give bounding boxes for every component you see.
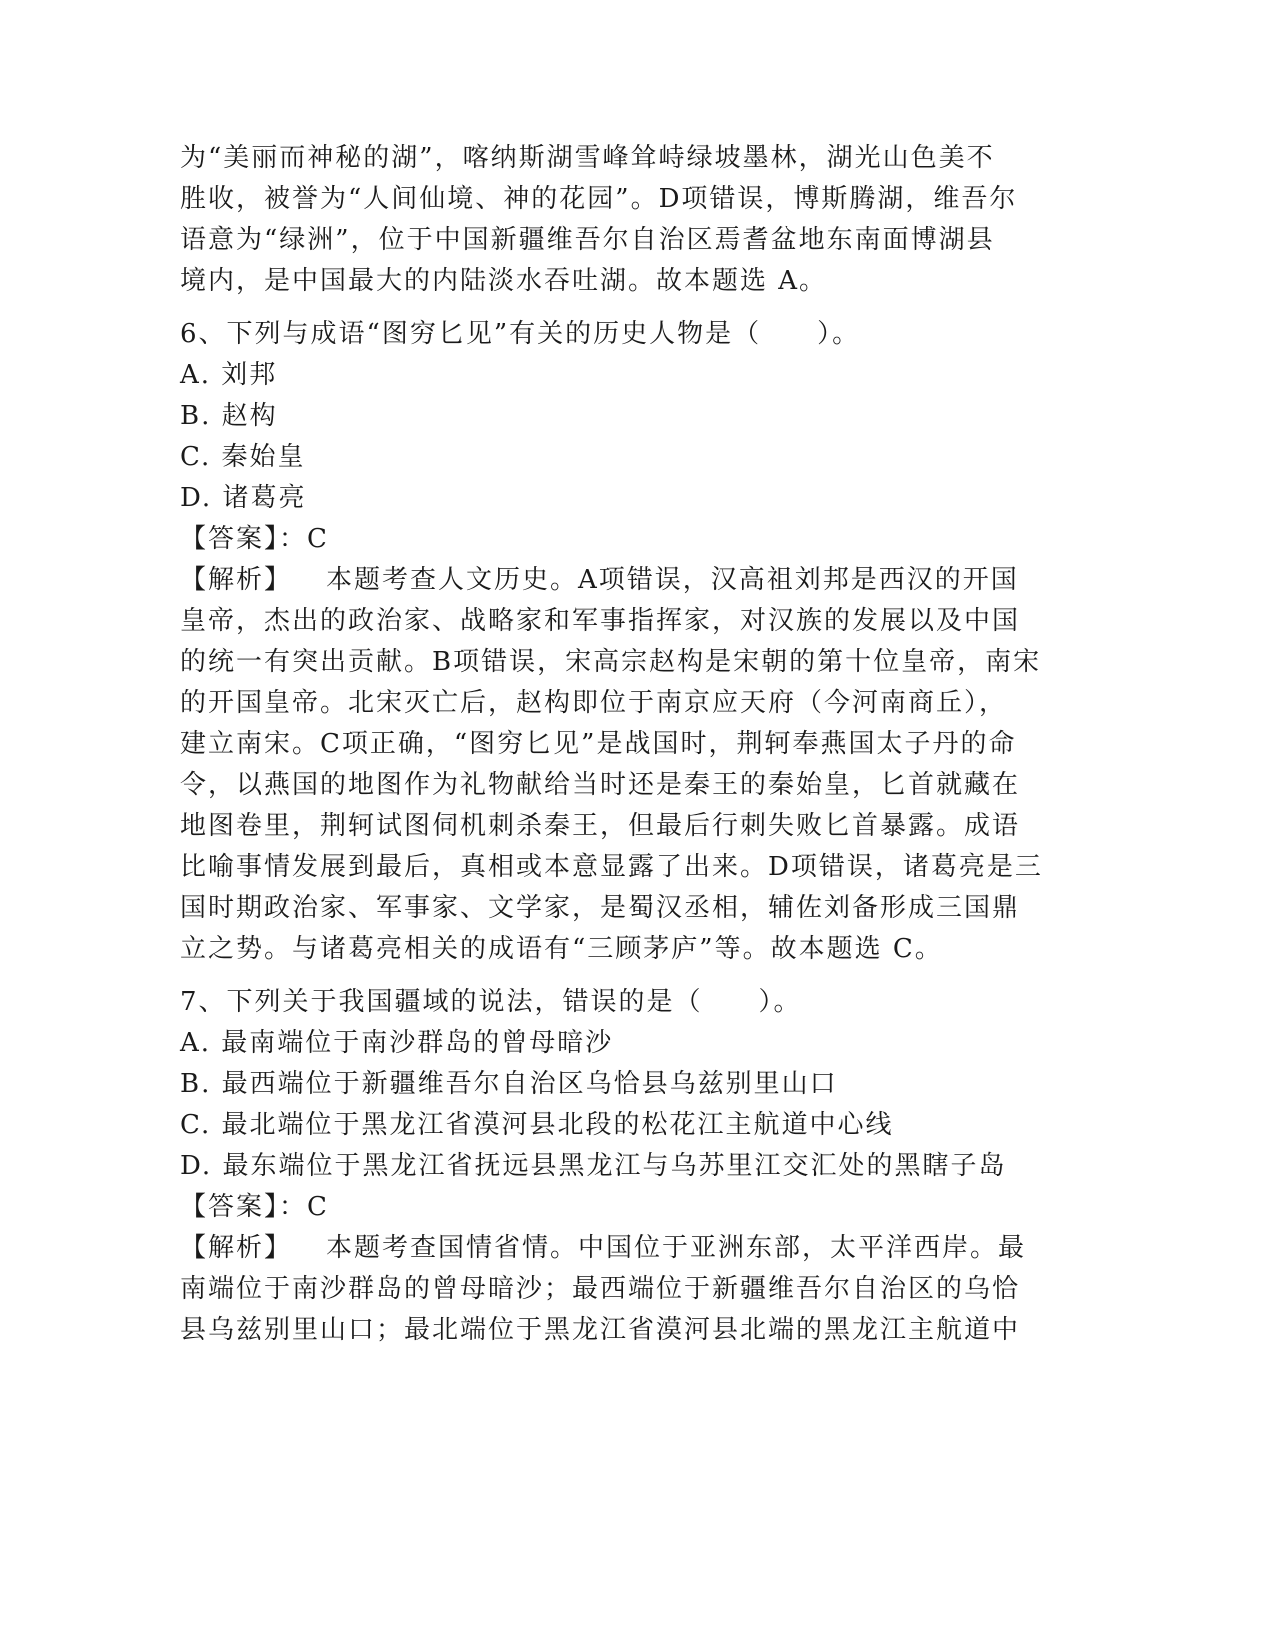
text-line: 为“美丽而神秘的湖”，喀纳斯湖雪峰耸峙绿坡墨林，湖光山色美不 <box>180 143 995 173</box>
question-stem: 7、下列关于我国疆域的说法，错误的是（ ）。 <box>180 987 802 1017</box>
analysis-line: 比喻事情发展到最后，真相或本意显露了出来。D项错误，诸葛亮是三 <box>180 852 1043 882</box>
analysis-line: 地图卷里，荆轲试图伺机刺杀秦王，但最后行刺失败匕首暴露。成语 <box>180 811 1021 841</box>
text-line: 境内，是中国最大的内陆淡水吞吐湖。故本题选 A。 <box>180 266 828 296</box>
question-6 <box>180 314 1080 970</box>
analysis-label: 【解析】 <box>180 565 293 595</box>
analysis-text: 本题考查人文历史。A项错误，汉高祖刘邦是西汉的开国 <box>326 565 1019 595</box>
analysis-line: 南端位于南沙群岛的曾母暗沙；最西端位于新疆维吾尔自治区的乌恰 <box>180 1274 1021 1304</box>
option-a: A. 刘邦 <box>180 360 278 390</box>
text-line: 胜收，被誉为“人间仙境、神的花园”。D项错误，博斯腾湖，维吾尔 <box>180 184 1018 214</box>
option-a: A. 最南端位于南沙群岛的曾母暗沙 <box>180 1028 614 1058</box>
analysis-first-line <box>180 1228 1080 1269</box>
option-c: C. 最北端位于黑龙江省漠河县北段的松花江主航道中心线 <box>180 1110 894 1140</box>
analysis-line: 县乌兹别里山口；最北端位于黑龙江省漠河县北端的黑龙江主航道中 <box>180 1315 1021 1345</box>
option-c: C. 秦始皇 <box>180 442 306 472</box>
analysis-line: 令，以燕国的地图作为礼物献给当时还是秦王的秦始皇，匕首就藏在 <box>180 770 1021 800</box>
analysis-label: 【解析】 <box>180 1233 293 1263</box>
analysis-line: 立之势。与诸葛亮相关的成语有“三顾茅庐”等。故本题选 C。 <box>180 934 943 964</box>
analysis-line: 的统一有突出贡献。B项错误，宋高宗赵构是宋朝的第十位皇帝，南宋 <box>180 647 1042 677</box>
analysis-first-line <box>180 560 1080 601</box>
question-7 <box>180 982 1080 1351</box>
answer-line: 【答案】：C <box>180 524 329 554</box>
analysis-line: 国时期政治家、军事家、文学家，是蜀汉丞相，辅佐刘备形成三国鼎 <box>180 893 1021 923</box>
option-b: B. 最西端位于新疆维吾尔自治区乌恰县乌兹别里山口 <box>180 1069 838 1099</box>
analysis-text: 本题考查国情省情。中国位于亚洲东部，太平洋西岸。最 <box>326 1233 1027 1263</box>
option-d: D. 最东端位于黑龙江省抚远县黑龙江与乌苏里江交汇处的黑瞎子岛 <box>180 1151 1007 1181</box>
analysis-line: 的开国皇帝。北宋灭亡后，赵构即位于南京应天府（今河南商丘）， <box>180 688 1008 718</box>
question-stem: 6、下列与成语“图穷匕见”有关的历史人物是（ ）。 <box>180 319 861 349</box>
answer-line: 【答案】：C <box>180 1192 329 1222</box>
text-line: 语意为“绿洲”，位于中国新疆维吾尔自治区焉耆盆地东南面博湖县 <box>180 225 995 255</box>
option-d: D. 诸葛亮 <box>180 483 307 513</box>
document-page <box>180 138 1080 1351</box>
analysis-line: 建立南宋。C项正确，“图穷匕见”是战国时，荆轲奉燕国太子丹的命 <box>180 729 1017 759</box>
analysis-line: 皇帝，杰出的政治家、战略家和军事指挥家，对汉族的发展以及中国 <box>180 606 1021 636</box>
option-b: B. 赵构 <box>180 401 278 431</box>
prev-explanation <box>180 138 1080 302</box>
